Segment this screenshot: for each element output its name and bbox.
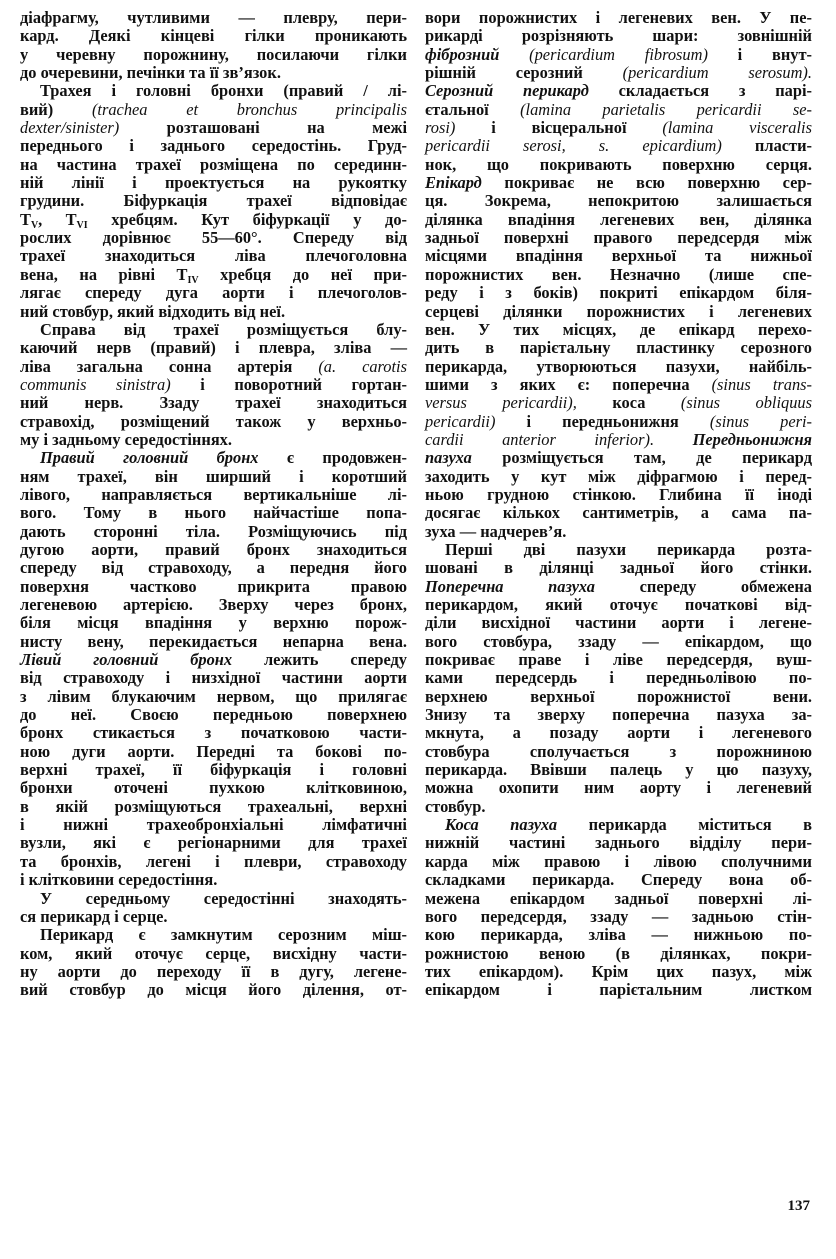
- text-run: і нижні трахеобронхіальні лімфатичні: [20, 815, 407, 835]
- text-line: [425, 192, 812, 210]
- text-run: спереду обмежена: [594, 576, 812, 596]
- text-line: [20, 137, 407, 155]
- text-run: складками перикарда. Спереду вона об-: [425, 870, 812, 890]
- text-run: ною дуги аорти. Передні та бокові по-: [20, 741, 407, 761]
- text-run: серцеві ділянки порожнистих і легеневих: [425, 301, 812, 321]
- text-line: [20, 358, 407, 376]
- text-run: кою перикарда, зліва — нижньою по-: [425, 925, 812, 945]
- paragraph: [20, 926, 407, 999]
- text-line: [425, 247, 812, 265]
- text-run: нисту вену, перекидається непарна вена.: [20, 631, 407, 651]
- text-run: верхнею верхньої порожнистої вени.: [425, 686, 812, 706]
- text-line: [425, 688, 812, 706]
- text-line: [20, 449, 407, 467]
- text-line: [20, 724, 407, 742]
- text-line: [425, 119, 812, 137]
- text-run: дають сторонні тіла. Розміщуючись під: [20, 521, 407, 541]
- paragraph: [20, 9, 407, 82]
- text-line: [425, 82, 812, 100]
- text-run: від стравоходу і низхідної частини аорти: [20, 668, 407, 688]
- text-line: [425, 908, 812, 926]
- text-run: задньої поверхні правого передсердя між: [425, 228, 812, 248]
- text-line: [425, 266, 812, 284]
- text-run: ній лінії і проектується на рукоятку: [20, 173, 407, 193]
- text-run: в якій розміщуються трахеальні, верхні: [20, 796, 407, 816]
- text-run: верхні трахеї, її біфуркація і головні: [20, 760, 407, 780]
- italic-term: Поперечна пазуха: [425, 576, 595, 596]
- paragraph: [425, 816, 812, 999]
- text-run: лягає спереду дуга аорти і плечоголов-: [20, 283, 407, 303]
- text-run: перикардом, який оточує початкові від-: [425, 595, 812, 614]
- text-line: [20, 761, 407, 779]
- text-run: хребцям. Кут біфуркації у до-: [87, 209, 407, 229]
- text-line: [425, 541, 812, 559]
- text-line: [20, 9, 407, 27]
- text-run: рожнистою веною (в ділянках, покри-: [425, 943, 812, 963]
- text-line: [425, 633, 812, 651]
- text-run: Знизу та зверху поперечна пазуха за-: [425, 705, 812, 725]
- text-line: [20, 578, 407, 596]
- text-line: [20, 394, 407, 412]
- italic-term: pericardii serosi, s. epicardium): [425, 136, 722, 156]
- text-line: [20, 523, 407, 541]
- text-run: трахеї знаходиться ліва плечоголовна: [20, 246, 407, 266]
- subscript: IV: [187, 274, 199, 286]
- text-run: і клітковини середостіння.: [20, 870, 218, 890]
- text-run: лівого, направляється вертикальніше лі-: [20, 484, 407, 504]
- text-run: рикарді розрізняють шари: зовнішній: [425, 26, 812, 46]
- text-run: карда між правою і лівою сполучними: [425, 851, 812, 871]
- text-run: до очеревини, печінки та її зв’язок.: [20, 63, 281, 83]
- text-run: ками передсердь і передньолівою по-: [425, 668, 812, 688]
- text-line: [20, 504, 407, 522]
- text-line: [425, 174, 812, 192]
- text-line: [20, 981, 407, 999]
- italic-term: pericardii): [425, 411, 496, 431]
- paragraph: [20, 449, 407, 889]
- text-run: перикарда міститься в: [557, 815, 812, 835]
- text-line: [20, 908, 407, 926]
- text-run: дить в парієтальну пластинку серозного: [425, 338, 812, 358]
- text-line: [20, 669, 407, 687]
- text-line: [20, 614, 407, 632]
- text-run: стовбура сполучається з порожниною: [425, 741, 812, 761]
- text-line: [425, 853, 812, 871]
- text-run: ний нерв. Ззаду трахеї знаходиться: [20, 393, 407, 413]
- text-line: [425, 651, 812, 669]
- text-run: біля місця впадіння у верхню порож-: [20, 613, 407, 633]
- italic-term: (lamina visceralis: [662, 118, 812, 138]
- text-line: [20, 64, 407, 82]
- text-run: легеневою артерією. Зверху через бронх,: [20, 595, 407, 614]
- text-run: є продовжен-: [258, 448, 407, 468]
- text-run: вена, на рівні T: [20, 264, 188, 284]
- text-run: рослих дорівнює 55—60°. Спереду від: [20, 228, 407, 248]
- text-line: [425, 816, 812, 834]
- text-run: ліва загальна сонна артерія: [20, 356, 319, 376]
- italic-term: Епікард: [425, 173, 482, 193]
- bold-term: Трахея і головні бронхи (правий / лі-: [40, 81, 407, 101]
- text-run: заходить у кут між діфрагмою і перед-: [425, 466, 812, 486]
- text-run: епікардом і парієтальним листком: [425, 980, 812, 1000]
- text-run: дугою аорти, правий бронх знаходиться: [20, 539, 407, 559]
- text-line: [425, 559, 812, 577]
- text-line: [425, 431, 812, 449]
- text-run: У середньому середостінні знаходять-: [40, 888, 407, 908]
- text-run: хребця до неї при-: [198, 264, 407, 284]
- text-run: діли висхідної частини аорти і легене-: [425, 613, 812, 633]
- paragraph: [425, 541, 812, 816]
- text-line: [425, 945, 812, 963]
- text-run: [654, 430, 693, 449]
- text-line: [425, 27, 812, 45]
- text-line: [20, 266, 407, 284]
- text-line: [425, 413, 812, 431]
- text-line: [425, 229, 812, 247]
- paragraph: [20, 82, 407, 320]
- page-number: 137: [787, 1198, 810, 1214]
- text-line: [20, 101, 407, 119]
- text-run: єтальної: [425, 99, 521, 119]
- text-run: вен. У тих місцях, де епікард перехо-: [425, 319, 812, 339]
- text-run: рішній серозний: [425, 63, 623, 83]
- text-run: пласти-: [721, 136, 812, 156]
- text-line: [20, 339, 407, 357]
- text-run: місцями впадіння верхньої та нижньої: [425, 246, 812, 266]
- italic-term: communis sinistra): [20, 374, 171, 394]
- paragraph: [20, 321, 407, 449]
- bold-term: вий): [20, 99, 54, 119]
- text-line: [425, 101, 812, 119]
- text-line: [425, 669, 812, 687]
- text-run: Перші дві пазухи перикарда розта-: [445, 539, 812, 559]
- text-line: [20, 321, 407, 339]
- text-run: зуха — надчерев’я.: [425, 521, 567, 541]
- text-line: [20, 46, 407, 64]
- italic-term: Передньонижня: [692, 429, 812, 449]
- text-line: [425, 303, 812, 321]
- text-line: [425, 871, 812, 889]
- text-line: [425, 963, 812, 981]
- text-run: у черевну порожнину, посилаючи гілки: [20, 44, 407, 64]
- text-run: стравохід, розміщений також у верхньо-: [20, 411, 407, 431]
- text-line: [20, 853, 407, 871]
- text-line: [425, 468, 812, 486]
- italic-term: (sinus obliquus: [680, 393, 812, 413]
- text-run: ний стовбур, який відходить від неї.: [20, 301, 286, 321]
- text-column-right: [425, 9, 812, 1000]
- text-line: [20, 633, 407, 651]
- text-run: вузли, які є регіонарними для трахеї: [20, 833, 407, 853]
- text-line: [20, 743, 407, 761]
- text-run: та бронхів, легені і плеври, стравоходу: [20, 851, 407, 871]
- text-line: [425, 137, 812, 155]
- text-line: [20, 486, 407, 504]
- text-run: грудини. Біфуркація трахеї відповідає: [20, 191, 407, 211]
- italic-term: Серозний перикард: [425, 81, 589, 101]
- text-line: [20, 211, 407, 229]
- text-line: [425, 798, 812, 816]
- text-run: вого стовбура, ззаду — епікардом, що: [425, 631, 812, 651]
- subscript: V: [30, 219, 39, 231]
- text-run: нижній частині заднього відділу пери-: [425, 833, 812, 853]
- text-run: ділянка впадіння легеневих вен, ділянка: [425, 209, 812, 229]
- text-line: [425, 761, 812, 779]
- text-line: [425, 890, 812, 908]
- italic-term: versus pericardii),: [425, 393, 577, 413]
- text-line: [20, 834, 407, 852]
- text-line: [20, 926, 407, 944]
- text-run: до неї. Своєю передньою поверхнею: [20, 705, 407, 725]
- text-run: [499, 45, 529, 64]
- text-line: [425, 926, 812, 944]
- italic-term: Лівий головний бронх: [20, 650, 233, 670]
- text-run: коса: [576, 393, 681, 413]
- text-run: покриває праве і ліве передсердя, вуш-: [425, 650, 812, 670]
- text-run: і передньонижня: [495, 411, 710, 431]
- text-line: [20, 413, 407, 431]
- text-line: [20, 541, 407, 559]
- text-run: ком, який оточує серце, висхідну части-: [20, 943, 407, 963]
- text-column-left: [20, 9, 407, 1000]
- text-line: [20, 468, 407, 486]
- text-run: перикарда. Ввівши палець у цю пазуху,: [425, 760, 812, 780]
- text-run: вий стовбур до місця його ділення, от-: [20, 980, 407, 1000]
- text-run: розміщується там, де перикард: [471, 448, 812, 468]
- text-line: [425, 376, 812, 394]
- text-run: [53, 100, 92, 119]
- text-run: вого. Тому в нього найчастіше попа-: [20, 503, 407, 523]
- text-run: вого передсердя, ззаду — задньою стін-: [425, 906, 812, 926]
- italic-term: (sinus peri-: [709, 411, 813, 431]
- text-line: [425, 981, 812, 999]
- text-run: і поворотний гортан-: [170, 374, 407, 394]
- text-line: [425, 486, 812, 504]
- text-run: тих епікардом). Крім цих пазух, між: [425, 961, 812, 981]
- text-line: [20, 963, 407, 981]
- text-run: му і задньому середостіннях.: [20, 429, 232, 449]
- italic-term: cardii anterior inferior).: [425, 429, 655, 449]
- text-run: перикарда, утворюються пазухи, найбіль-: [425, 356, 812, 376]
- text-run: T: [20, 209, 31, 229]
- text-run: реду і з боків) покриті епікардом біля-: [425, 283, 812, 303]
- text-line: [425, 358, 812, 376]
- text-line: [20, 229, 407, 247]
- text-line: [425, 706, 812, 724]
- text-line: [425, 449, 812, 467]
- text-run: порожнистих вен. Незначно (лише спе-: [425, 264, 812, 284]
- text-run: з лівим блукаючим нервом, що прилягає: [20, 686, 407, 706]
- text-line: [425, 339, 812, 357]
- text-line: [20, 798, 407, 816]
- text-line: [425, 394, 812, 412]
- text-line: [20, 779, 407, 797]
- text-line: [20, 82, 407, 100]
- text-line: [425, 211, 812, 229]
- bold-term: Перикард: [40, 925, 114, 945]
- text-line: [20, 284, 407, 302]
- text-line: [425, 578, 812, 596]
- text-line: [20, 431, 407, 449]
- text-run: і вісцеральної: [455, 118, 663, 138]
- text-run: ньою грудною стінкою. Глибина її іноді: [425, 484, 812, 504]
- text-run: бронхи оточені пухкою клітковиною,: [20, 778, 407, 798]
- text-line: [425, 321, 812, 339]
- text-line: [20, 376, 407, 394]
- italic-term: (pericardium serosum).: [622, 63, 812, 83]
- text-run: лежить спереду: [232, 650, 408, 670]
- text-run: , T: [38, 209, 77, 229]
- text-run: нок, що покривають поверхню серця.: [425, 154, 812, 174]
- italic-term: Правий головний бронх: [40, 448, 259, 468]
- text-run: мкнута, а позаду аорти і легеневого: [425, 723, 812, 743]
- text-run: стовбур.: [425, 796, 486, 816]
- paragraph: [20, 890, 407, 927]
- text-line: [425, 504, 812, 522]
- text-line: [20, 27, 407, 45]
- text-run: на частина трахеї розміщена по серединн-: [20, 154, 407, 174]
- text-line: [20, 816, 407, 834]
- text-run: розташовані на межі: [119, 118, 407, 138]
- italic-term: rosi): [425, 118, 456, 138]
- italic-term: (a. carotis: [318, 356, 407, 376]
- text-line: [20, 706, 407, 724]
- text-line: [425, 156, 812, 174]
- text-line: [20, 559, 407, 577]
- text-run: спереду від стравоходу, а передня його: [20, 558, 407, 578]
- text-run: діафрагму, чутливими — плевру, пери-: [20, 8, 407, 27]
- text-run: вори порожнистих і легеневих вен. У пе-: [425, 8, 812, 27]
- text-run: досягає кількох сантиметрів, а сама па-: [425, 503, 812, 523]
- text-line: [20, 596, 407, 614]
- text-line: [425, 779, 812, 797]
- text-run: є замкнутим серозним міш-: [113, 925, 407, 945]
- text-line: [20, 247, 407, 265]
- text-run: шими з яких є: поперечна: [425, 374, 712, 394]
- text-run: ця. Зокрема, непокритою залишається: [425, 191, 812, 211]
- text-run: кард. Деякі кінцеві гілки проникають: [20, 26, 407, 46]
- italic-term: пазуха: [425, 448, 472, 468]
- text-run: можна охопити ним аорту і легеневий: [425, 778, 812, 798]
- text-run: ся перикард і серце.: [20, 906, 168, 926]
- italic-term: (lamina parietalis pericardii se-: [520, 99, 812, 119]
- text-run: покриває не всю поверхню сер-: [481, 173, 812, 193]
- italic-term: Коса пазуха: [445, 815, 558, 835]
- text-run: каючий нерв (правий) і плевра, зліва —: [20, 338, 407, 358]
- text-line: [425, 724, 812, 742]
- italic-term: (pericardium fibrosum): [529, 44, 708, 64]
- text-line: [20, 651, 407, 669]
- text-line: [425, 284, 812, 302]
- text-run: і внут-: [707, 44, 812, 64]
- text-line: [425, 743, 812, 761]
- text-line: [20, 192, 407, 210]
- text-line: [425, 64, 812, 82]
- text-run: складається з парі-: [588, 81, 812, 101]
- text-line: [20, 119, 407, 137]
- paragraph: [425, 9, 812, 541]
- text-line: [20, 156, 407, 174]
- text-line: [20, 871, 407, 889]
- text-line: [20, 890, 407, 908]
- subscript: VI: [76, 219, 88, 231]
- text-line: [20, 174, 407, 192]
- text-run: Справа від трахеї розміщується блу-: [40, 319, 407, 339]
- italic-term: dexter/sinister): [20, 118, 120, 138]
- text-run: ням трахеї, він ширший і коротший: [20, 466, 407, 486]
- text-run: переднього і заднього середостінь. Груд-: [20, 136, 407, 156]
- text-line: [20, 688, 407, 706]
- text-line: [425, 596, 812, 614]
- text-line: [425, 9, 812, 27]
- text-run: бронх стикається з початковою части-: [20, 723, 407, 743]
- text-line: [20, 303, 407, 321]
- text-run: межена епікардом задньої поверхні лі-: [425, 888, 812, 908]
- text-run: поверхня частково прикрита правою: [20, 576, 407, 596]
- italic-term: (trachea et bronchus principalis: [91, 99, 407, 119]
- text-line: [20, 945, 407, 963]
- italic-term: фіброзний: [425, 44, 500, 64]
- text-line: [425, 46, 812, 64]
- italic-term: (sinus trans-: [711, 374, 812, 394]
- text-run: шовані в ділянці задньої його стінки.: [425, 558, 812, 578]
- text-line: [425, 834, 812, 852]
- text-line: [425, 523, 812, 541]
- text-run: ну аорти до переходу її в дугу, легене-: [20, 961, 407, 981]
- text-line: [425, 614, 812, 632]
